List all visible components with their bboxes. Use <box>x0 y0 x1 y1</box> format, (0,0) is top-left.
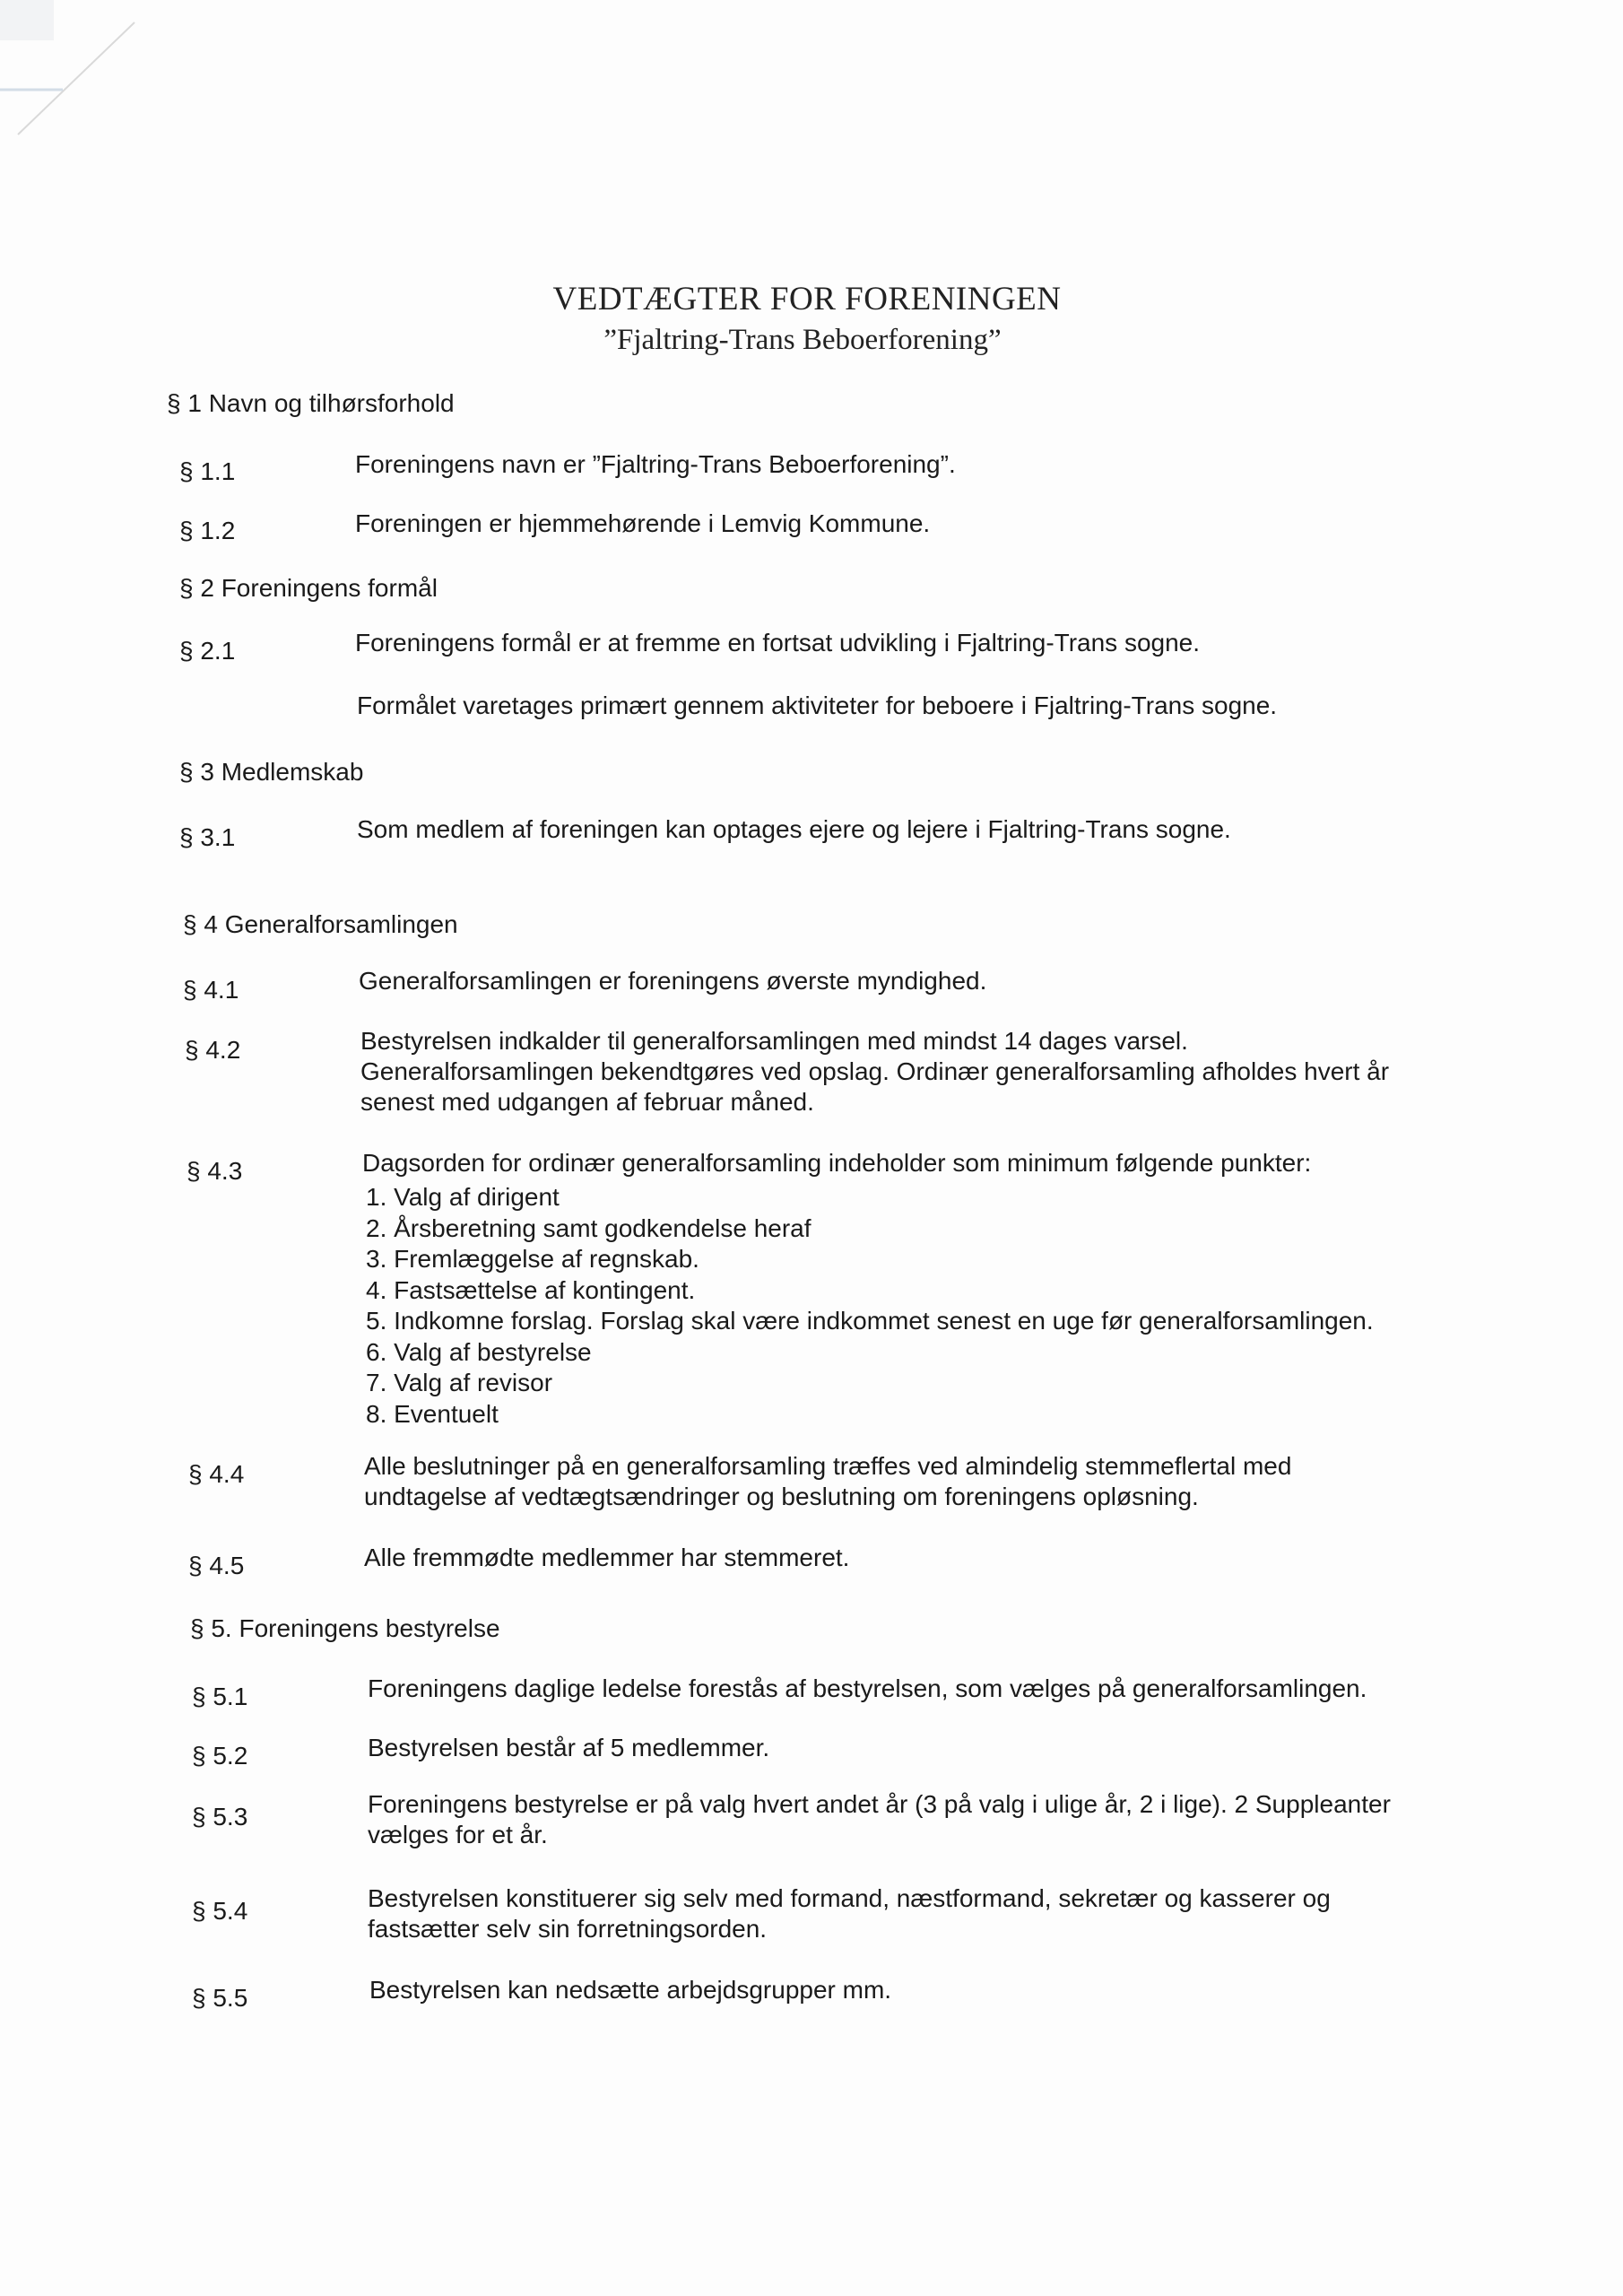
paragraph-4-5-number: § 4.5 <box>188 1552 245 1579</box>
paragraph-3-1-text: Som medlem af foreningen kan optages ejere og lejere i Fjaltring-Trans sogne. <box>357 815 1231 843</box>
paragraph-4-3-intro: Dagsorden for ordinær generalforsamling indeholder som minimum følgende punkter: <box>362 1149 1312 1177</box>
paragraph-4-2-line: senest med udgangen af februar måned. <box>360 1088 814 1116</box>
paragraph-5-2-number: § 5.2 <box>192 1742 248 1770</box>
paragraph-4-1-text: Generalforsamlingen er foreningens øverste myndighed. <box>359 967 987 995</box>
paragraph-5-4-text <box>368 1883 1331 1944</box>
paragraph-2-1-text-2: Formålet varetages primært gennem aktiviteter for beboere i Fjaltring-Trans sogne. <box>357 691 1278 719</box>
paragraph-4-2-line: Generalforsamlingen bekendtgøres ved opslag. Ordinær generalforsamling afholdes hvert år <box>360 1057 1390 1085</box>
paragraph-1-2-number: § 1.2 <box>179 517 236 544</box>
paragraph-4-4-number: § 4.4 <box>188 1460 245 1488</box>
paragraph-4-5-text: Alle fremmødte medlemmer har stemmeret. <box>364 1544 850 1571</box>
agenda-item: 3. Fremlæggelse af regnskab. <box>366 1245 699 1273</box>
agenda-item: 5. Indkomne forslag. Forslag skal være indkommet senest en uge før generalforsamlingen. <box>366 1307 1374 1335</box>
section-1-heading: § 1 Navn og tilhørsforhold <box>167 389 455 417</box>
paragraph-4-2-text <box>360 1026 1389 1118</box>
paragraph-5-3-number: § 5.3 <box>192 1803 248 1831</box>
paragraph-2-1-text: Foreningens formål er at fremme en fortsat udvikling i Fjaltring-Trans sogne. <box>355 629 1201 657</box>
section-2-heading: § 2 Foreningens formål <box>179 574 438 602</box>
section-5-heading: § 5. Foreningens bestyrelse <box>190 1614 500 1642</box>
paragraph-1-2-text: Foreningen er hjemmehørende i Lemvig Kommune. <box>355 509 931 537</box>
agenda-list <box>366 1182 1374 1430</box>
section-4-heading: § 4 Generalforsamlingen <box>183 910 458 938</box>
agenda-item: 2. Årsberetning samt godkendelse heraf <box>366 1213 812 1242</box>
document-title: VEDTÆGTER FOR FORENINGEN <box>552 281 1062 317</box>
document-subtitle: ”Fjaltring-Trans Beboerforening” <box>603 324 1002 356</box>
paragraph-4-2-line: Bestyrelsen indkalder til generalforsamlingen med mindst 14 dages varsel. <box>360 1027 1188 1055</box>
paragraph-5-1-text: Foreningens daglige ledelse forestås af bestyrelsen, som vælges på generalforsamlingen. <box>368 1674 1367 1702</box>
agenda-item: 6. Valg af bestyrelse <box>366 1337 592 1366</box>
paragraph-5-3-line: vælges for et år. <box>368 1821 548 1848</box>
paragraph-2-1-number: § 2.1 <box>179 637 236 665</box>
paragraph-4-2-number: § 4.2 <box>185 1036 241 1064</box>
section-3-heading: § 3 Medlemskab <box>179 758 364 786</box>
paragraph-4-1-number: § 4.1 <box>183 976 239 1004</box>
paragraph-4-4-text <box>364 1451 1291 1512</box>
agenda-item: 1. Valg af dirigent <box>366 1183 560 1211</box>
paragraph-5-5-text: Bestyrelsen kan nedsætte arbejdsgrupper mm. <box>369 1976 892 2004</box>
scan-corner-mark <box>0 0 143 144</box>
paragraph-5-3-line: Foreningens bestyrelse er på valg hvert andet år (3 på valg i ulige år, 2 i lige). 2 Suppleanter <box>368 1790 1391 1818</box>
paragraph-1-1-number: § 1.1 <box>179 457 236 485</box>
paragraph-5-5-number: § 5.5 <box>192 1984 248 2012</box>
paragraph-5-4-line: Bestyrelsen konstituerer sig selv med formand, næstformand, sekretær og kasserer og <box>368 1884 1331 1912</box>
paragraph-1-1-text: Foreningens navn er ”Fjaltring-Trans Beboerforening”. <box>355 450 956 478</box>
paragraph-4-3-number: § 4.3 <box>187 1157 243 1185</box>
agenda-item: 8. Eventuelt <box>366 1399 499 1428</box>
paragraph-4-4-line: Alle beslutninger på en generalforsamling træffes ved almindelig stemmeflertal med <box>364 1452 1292 1480</box>
paragraph-4-4-line: undtagelse af vedtægtsændringer og beslutning om foreningens opløsning. <box>364 1483 1199 1510</box>
paragraph-5-2-text: Bestyrelsen består af 5 medlemmer. <box>368 1734 770 1761</box>
paragraph-5-3-text <box>368 1789 1391 1850</box>
agenda-item: 7. Valg af revisor <box>366 1369 553 1396</box>
paragraph-3-1-number: § 3.1 <box>179 823 236 851</box>
document-header <box>0 280 1623 357</box>
paragraph-5-1-number: § 5.1 <box>192 1683 248 1710</box>
agenda-item: 4. Fastsættelse af kontingent. <box>366 1275 696 1304</box>
paragraph-5-4-number: § 5.4 <box>192 1897 248 1925</box>
paragraph-5-4-line: fastsætter selv sin forretningsorden. <box>368 1915 768 1943</box>
